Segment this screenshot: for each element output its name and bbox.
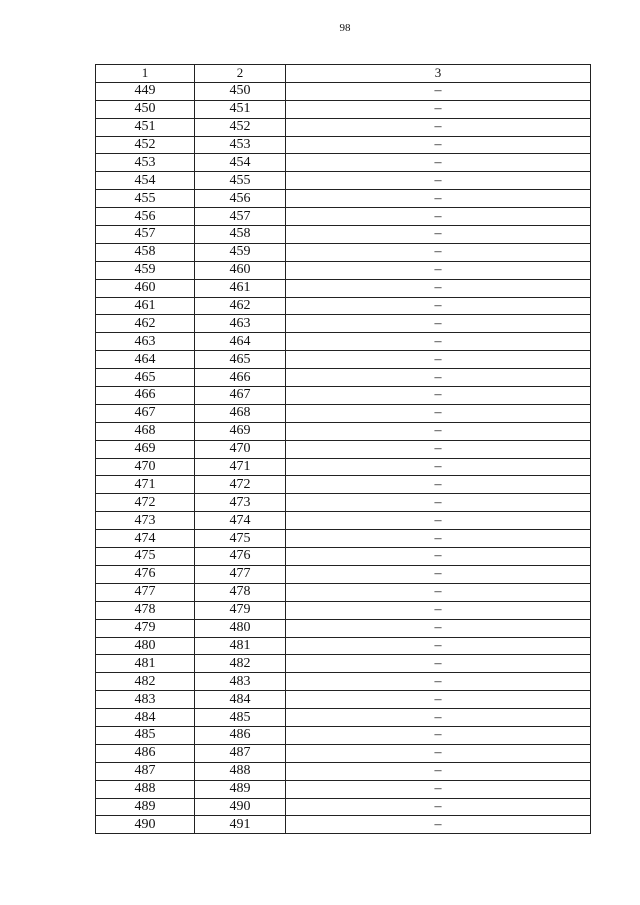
table-cell-col-3: – bbox=[286, 744, 591, 762]
table-cell-col-3: – bbox=[286, 583, 591, 601]
table-row bbox=[96, 404, 591, 422]
table-cell-col-2: 470 bbox=[195, 440, 286, 458]
table-cell-col-3: – bbox=[286, 530, 591, 548]
table-row bbox=[96, 82, 591, 100]
table-row bbox=[96, 709, 591, 727]
table-cell-col-1: 457 bbox=[96, 226, 195, 244]
table-row bbox=[96, 691, 591, 709]
table-row bbox=[96, 762, 591, 780]
table-cell-col-1: 480 bbox=[96, 637, 195, 655]
table-row bbox=[96, 351, 591, 369]
table-cell-col-2: 471 bbox=[195, 458, 286, 476]
table-cell-col-2: 478 bbox=[195, 583, 286, 601]
table-cell-col-1: 486 bbox=[96, 744, 195, 762]
table-cell-col-2: 463 bbox=[195, 315, 286, 333]
table-cell-col-1: 469 bbox=[96, 440, 195, 458]
table-row bbox=[96, 154, 591, 172]
table-cell-col-3: – bbox=[286, 601, 591, 619]
table-cell-col-1: 476 bbox=[96, 565, 195, 583]
table-row bbox=[96, 494, 591, 512]
table-row bbox=[96, 279, 591, 297]
table-cell-col-2: 455 bbox=[195, 172, 286, 190]
table-cell-col-1: 490 bbox=[96, 816, 195, 834]
table-cell-col-2: 452 bbox=[195, 118, 286, 136]
table-cell-col-1: 484 bbox=[96, 709, 195, 727]
table-row bbox=[96, 458, 591, 476]
table-cell-col-1: 467 bbox=[96, 404, 195, 422]
table-row bbox=[96, 440, 591, 458]
table-cell-col-3: – bbox=[286, 172, 591, 190]
table-cell-col-2: 484 bbox=[195, 691, 286, 709]
table-cell-col-2: 474 bbox=[195, 512, 286, 530]
table-cell-col-3: – bbox=[286, 762, 591, 780]
table-row bbox=[96, 512, 591, 530]
table-cell-col-1: 468 bbox=[96, 422, 195, 440]
table-row bbox=[96, 673, 591, 691]
column-header-1: 1 bbox=[96, 65, 195, 83]
table-cell-col-2: 451 bbox=[195, 100, 286, 118]
table-row bbox=[96, 261, 591, 279]
table-cell-col-2: 450 bbox=[195, 82, 286, 100]
table-cell-col-3: – bbox=[286, 369, 591, 387]
table-cell-col-2: 480 bbox=[195, 619, 286, 637]
table-cell-col-2: 469 bbox=[195, 422, 286, 440]
table-cell-col-3: – bbox=[286, 512, 591, 530]
table-cell-col-2: 467 bbox=[195, 387, 286, 405]
table-cell-col-1: 482 bbox=[96, 673, 195, 691]
table-cell-col-1: 489 bbox=[96, 798, 195, 816]
table-cell-col-2: 458 bbox=[195, 226, 286, 244]
table-cell-col-2: 472 bbox=[195, 476, 286, 494]
table-cell-col-3: – bbox=[286, 136, 591, 154]
table-cell-col-3: – bbox=[286, 387, 591, 405]
table-row bbox=[96, 422, 591, 440]
table-cell-col-3: – bbox=[286, 351, 591, 369]
table-cell-col-3: – bbox=[286, 655, 591, 673]
table-cell-col-1: 487 bbox=[96, 762, 195, 780]
table-cell-col-2: 473 bbox=[195, 494, 286, 512]
table-cell-col-1: 452 bbox=[96, 136, 195, 154]
table-cell-col-1: 478 bbox=[96, 601, 195, 619]
table-cell-col-2: 485 bbox=[195, 709, 286, 727]
table-row bbox=[96, 100, 591, 118]
column-header-2: 2 bbox=[195, 65, 286, 83]
table-cell-col-2: 459 bbox=[195, 243, 286, 261]
table-cell-col-1: 475 bbox=[96, 548, 195, 566]
table-cell-col-2: 468 bbox=[195, 404, 286, 422]
table-row bbox=[96, 136, 591, 154]
table-row bbox=[96, 565, 591, 583]
table-cell-col-1: 464 bbox=[96, 351, 195, 369]
table-row bbox=[96, 333, 591, 351]
table-cell-col-3: – bbox=[286, 208, 591, 226]
table-cell-col-3: – bbox=[286, 315, 591, 333]
table-cell-col-1: 460 bbox=[96, 279, 195, 297]
page-number: 98 bbox=[339, 22, 351, 34]
table-cell-col-1: 454 bbox=[96, 172, 195, 190]
table-cell-col-3: – bbox=[286, 297, 591, 315]
table-cell-col-2: 488 bbox=[195, 762, 286, 780]
table-cell-col-3: – bbox=[286, 726, 591, 744]
table-row bbox=[96, 798, 591, 816]
table-cell-col-3: – bbox=[286, 494, 591, 512]
table-cell-col-1: 449 bbox=[96, 82, 195, 100]
table-body bbox=[96, 82, 591, 833]
table-cell-col-2: 475 bbox=[195, 530, 286, 548]
table-cell-col-3: – bbox=[286, 261, 591, 279]
table-row bbox=[96, 315, 591, 333]
table-row bbox=[96, 655, 591, 673]
table-row bbox=[96, 369, 591, 387]
table-cell-col-2: 481 bbox=[195, 637, 286, 655]
table-row bbox=[96, 583, 591, 601]
table-row bbox=[96, 118, 591, 136]
table-cell-col-2: 477 bbox=[195, 565, 286, 583]
table-cell-col-3: – bbox=[286, 279, 591, 297]
table-cell-col-2: 483 bbox=[195, 673, 286, 691]
table-cell-col-1: 485 bbox=[96, 726, 195, 744]
table-cell-col-1: 477 bbox=[96, 583, 195, 601]
table-cell-col-2: 454 bbox=[195, 154, 286, 172]
table-cell-col-1: 453 bbox=[96, 154, 195, 172]
table-cell-col-3: – bbox=[286, 226, 591, 244]
table-cell-col-1: 462 bbox=[96, 315, 195, 333]
table-cell-col-3: – bbox=[286, 816, 591, 834]
table-cell-col-2: 465 bbox=[195, 351, 286, 369]
table-cell-col-3: – bbox=[286, 780, 591, 798]
table-row bbox=[96, 530, 591, 548]
table-cell-col-1: 471 bbox=[96, 476, 195, 494]
table-row bbox=[96, 601, 591, 619]
table-cell-col-1: 455 bbox=[96, 190, 195, 208]
table-cell-col-2: 460 bbox=[195, 261, 286, 279]
table-cell-col-1: 472 bbox=[96, 494, 195, 512]
table-cell-col-2: 491 bbox=[195, 816, 286, 834]
table-cell-col-3: – bbox=[286, 673, 591, 691]
table-cell-col-2: 466 bbox=[195, 369, 286, 387]
table-cell-col-3: – bbox=[286, 100, 591, 118]
column-header-3: 3 bbox=[286, 65, 591, 83]
table-cell-col-2: 479 bbox=[195, 601, 286, 619]
table-cell-col-1: 458 bbox=[96, 243, 195, 261]
table-row bbox=[96, 780, 591, 798]
table-cell-col-3: – bbox=[286, 709, 591, 727]
table-cell-col-3: – bbox=[286, 404, 591, 422]
table-row bbox=[96, 476, 591, 494]
table-cell-col-2: 489 bbox=[195, 780, 286, 798]
table-cell-col-2: 486 bbox=[195, 726, 286, 744]
table-row bbox=[96, 619, 591, 637]
table-cell-col-3: – bbox=[286, 798, 591, 816]
table-cell-col-1: 481 bbox=[96, 655, 195, 673]
table-cell-col-1: 466 bbox=[96, 387, 195, 405]
table-row bbox=[96, 387, 591, 405]
table-row bbox=[96, 744, 591, 762]
table-cell-col-1: 461 bbox=[96, 297, 195, 315]
table-cell-col-3: – bbox=[286, 422, 591, 440]
table-cell-col-2: 461 bbox=[195, 279, 286, 297]
table-cell-col-2: 487 bbox=[195, 744, 286, 762]
table-cell-col-2: 453 bbox=[195, 136, 286, 154]
table-cell-col-2: 457 bbox=[195, 208, 286, 226]
table-cell-col-3: – bbox=[286, 476, 591, 494]
table-cell-col-1: 450 bbox=[96, 100, 195, 118]
table-cell-col-1: 474 bbox=[96, 530, 195, 548]
table-row bbox=[96, 226, 591, 244]
table-row bbox=[96, 726, 591, 744]
table-cell-col-1: 479 bbox=[96, 619, 195, 637]
table-cell-col-3: – bbox=[286, 154, 591, 172]
table-cell-col-1: 470 bbox=[96, 458, 195, 476]
table-cell-col-2: 476 bbox=[195, 548, 286, 566]
table-cell-col-3: – bbox=[286, 691, 591, 709]
table-cell-col-3: – bbox=[286, 637, 591, 655]
table-cell-col-3: – bbox=[286, 190, 591, 208]
table-row bbox=[96, 637, 591, 655]
header-row bbox=[96, 65, 591, 83]
table-cell-col-3: – bbox=[286, 619, 591, 637]
table-cell-col-2: 482 bbox=[195, 655, 286, 673]
table-cell-col-1: 459 bbox=[96, 261, 195, 279]
table-cell-col-3: – bbox=[286, 118, 591, 136]
table-cell-col-3: – bbox=[286, 243, 591, 261]
table-cell-col-3: – bbox=[286, 440, 591, 458]
table-cell-col-1: 456 bbox=[96, 208, 195, 226]
table-row bbox=[96, 172, 591, 190]
table-cell-col-1: 483 bbox=[96, 691, 195, 709]
table-row bbox=[96, 816, 591, 834]
table-cell-col-3: – bbox=[286, 565, 591, 583]
table-cell-col-3: – bbox=[286, 458, 591, 476]
table-cell-col-2: 462 bbox=[195, 297, 286, 315]
table-row bbox=[96, 208, 591, 226]
table-cell-col-1: 463 bbox=[96, 333, 195, 351]
table-cell-col-3: – bbox=[286, 548, 591, 566]
table-cell-col-1: 465 bbox=[96, 369, 195, 387]
table-cell-col-1: 451 bbox=[96, 118, 195, 136]
table-row bbox=[96, 297, 591, 315]
table-cell-col-2: 464 bbox=[195, 333, 286, 351]
table-row bbox=[96, 190, 591, 208]
data-table bbox=[95, 64, 591, 834]
table-row bbox=[96, 548, 591, 566]
table-cell-col-1: 473 bbox=[96, 512, 195, 530]
table-cell-col-2: 456 bbox=[195, 190, 286, 208]
table-row bbox=[96, 243, 591, 261]
table-cell-col-3: – bbox=[286, 333, 591, 351]
table-cell-col-3: – bbox=[286, 82, 591, 100]
table-cell-col-1: 488 bbox=[96, 780, 195, 798]
table-cell-col-2: 490 bbox=[195, 798, 286, 816]
